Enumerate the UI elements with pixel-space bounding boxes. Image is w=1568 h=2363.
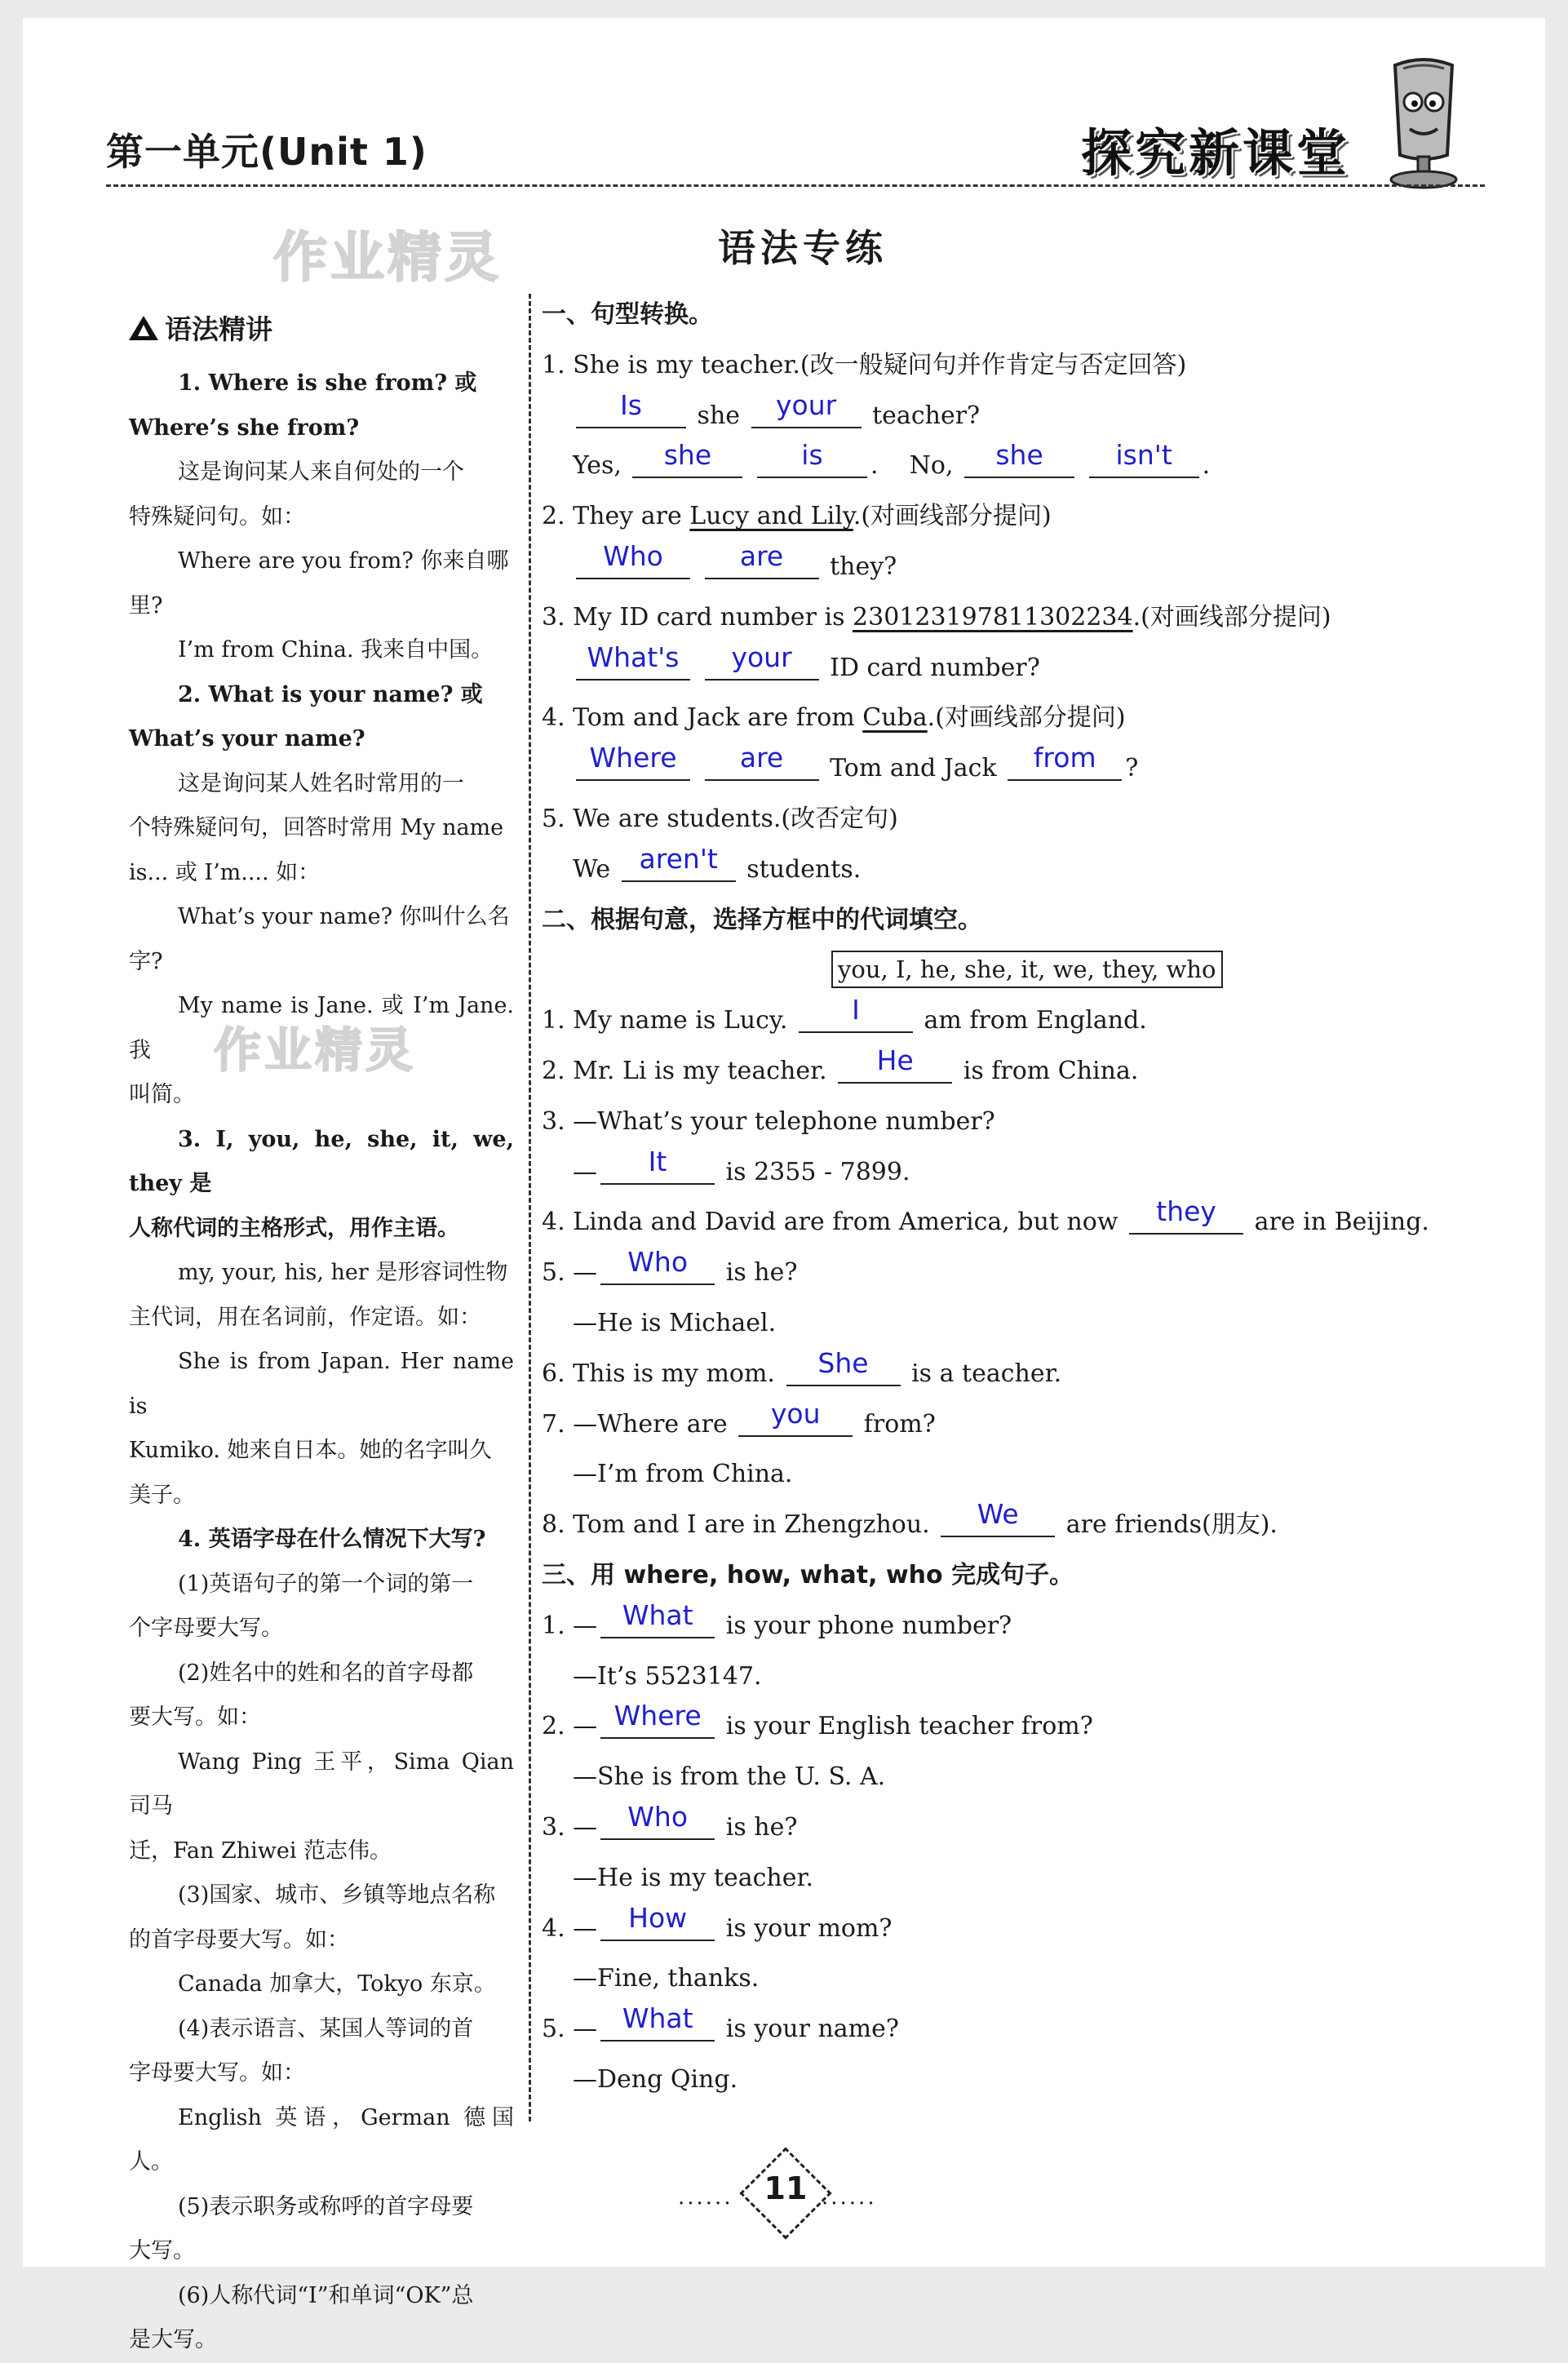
question — [542, 1346, 1464, 1399]
grammar-line: 1. Where is she from? 或 — [178, 370, 477, 396]
blank — [838, 1044, 952, 1084]
answer: she — [995, 439, 1043, 472]
question — [542, 1901, 1464, 1954]
text: ID card number? — [830, 653, 1040, 682]
blank — [757, 439, 867, 478]
text: am from England. — [924, 1006, 1147, 1035]
grammar-line: 的首字母要大写。如： — [129, 1926, 349, 1953]
header-divider — [106, 184, 1485, 187]
answer: Who — [603, 539, 663, 572]
dots-right: ...... — [822, 2185, 877, 2210]
text: are friends(朋友). — [1065, 1510, 1278, 1540]
answer: Who — [627, 1246, 689, 1279]
grammar-line: (1)英语句子的第一个词的第一 — [178, 1571, 474, 1597]
answer: your — [775, 388, 837, 421]
blank — [600, 1246, 715, 1285]
blank — [786, 1346, 901, 1386]
question — [542, 1399, 1464, 1450]
answer-line: Yes, she is . No, she isn't . — [573, 439, 1211, 481]
answer: from — [1033, 742, 1096, 774]
text: is your phone number? — [725, 1611, 1012, 1640]
blank — [576, 742, 690, 781]
grammar-line: What’s your name? — [129, 726, 365, 751]
answer: they — [1156, 1195, 1216, 1228]
page-number-badge — [678, 2146, 890, 2236]
text: 7. —Where are — [542, 1409, 728, 1439]
grammar-heading-text: 语法精讲 — [165, 313, 272, 345]
answer: It — [648, 1145, 667, 1177]
text: students. — [746, 854, 862, 884]
question — [542, 1197, 1464, 1248]
text: 2. — — [542, 1712, 598, 1741]
question — [542, 693, 1464, 743]
mascot-icon — [1379, 57, 1468, 192]
dots-left: ...... — [678, 2185, 733, 2210]
reply: —I’m from China. — [573, 1460, 793, 1489]
blank — [622, 842, 736, 882]
underlined-text: Lucy and Lily — [689, 502, 853, 531]
grammar-notes — [129, 308, 514, 2363]
text: .(对画线部分提问) — [927, 703, 1126, 733]
blank — [576, 388, 686, 428]
answer: is — [801, 439, 823, 472]
blank — [799, 994, 913, 1033]
reply: —He is Michael. — [573, 1308, 777, 1337]
grammar-line: 3. I, you, he, she, it, we, they 是 — [129, 1126, 514, 1196]
answer: isn't — [1115, 439, 1172, 472]
reply: —She is from the U. S. A. — [573, 1762, 886, 1792]
grammar-line: my, your, his, her 是形容词性物 — [178, 1260, 508, 1285]
grammar-line: (5)表示职务或称呼的首字母要 — [178, 2193, 474, 2219]
grammar-line: 2. What is your name? 或 — [178, 681, 483, 707]
column-divider — [529, 294, 531, 2121]
blank — [964, 439, 1074, 478]
question — [542, 2004, 1464, 2055]
text: are in Beijing. — [1254, 1208, 1429, 1237]
question — [542, 1248, 1464, 1298]
grammar-line: 这是询问某人姓名时常用的一 — [178, 770, 464, 796]
answer: aren't — [639, 842, 718, 875]
answer: What's — [587, 641, 680, 673]
grammar-line: 字母要大写。如： — [129, 2060, 305, 2086]
answer: you — [770, 1397, 821, 1430]
watermark: 作业精灵 — [273, 226, 502, 289]
text: is a teacher. — [911, 1359, 1062, 1388]
part2-heading: 二、根据句意，选择方框中的代词填空。 — [542, 905, 982, 934]
grammar-line: 4. 英语字母在什么情况下大写? — [178, 1527, 486, 1552]
grammar-line: (2)姓名中的姓和名的首字母都 — [178, 1660, 474, 1686]
grammar-line: (6)人称代词“I”和单词“OK”总 — [178, 2282, 474, 2308]
brand-title: 探究新课堂 — [1081, 123, 1351, 183]
text: 6. This is my mom. — [542, 1359, 775, 1388]
blank — [705, 641, 819, 681]
blank — [600, 1800, 715, 1840]
grammar-heading — [129, 308, 514, 347]
question — [542, 1802, 1464, 1853]
answer: How — [628, 1901, 688, 1934]
grammar-line: 人称代词的主格形式，用作主语。 — [129, 1215, 459, 1241]
text: ? — [1125, 754, 1139, 783]
blank — [941, 1498, 1055, 1537]
blank — [600, 1145, 715, 1185]
text: 8. Tom and I are in Zhengzhou. — [542, 1510, 930, 1540]
text: is he? — [725, 1258, 798, 1288]
pronoun-box: you, I, he, she, it, we, they, who — [831, 951, 1223, 988]
triangle-icon — [129, 316, 158, 340]
answer-line — [542, 743, 1464, 794]
answer: What — [622, 2002, 693, 2035]
answer-line — [542, 842, 1464, 895]
text: Yes, — [573, 451, 622, 481]
grammar-line: What’s your name? 你叫什么名 — [178, 904, 510, 929]
answer: I — [852, 994, 860, 1026]
text: they? — [830, 552, 897, 581]
text: 1. — — [542, 1611, 598, 1640]
text: teacher? — [872, 401, 981, 430]
grammar-line: Where’s she from? — [129, 415, 360, 441]
answer: Where — [613, 1700, 702, 1732]
blank — [705, 539, 819, 579]
answer: Who — [627, 1800, 689, 1833]
blank — [705, 742, 819, 781]
part1-heading: 一、句型转换。 — [542, 300, 713, 329]
answer: she — [663, 439, 712, 472]
grammar-line: 主代词，用在名词前，作定语。如： — [129, 1304, 481, 1330]
text: 2. They are — [542, 502, 690, 531]
answer: What — [622, 1598, 693, 1631]
text: from? — [863, 1409, 936, 1439]
blank — [632, 439, 742, 478]
text: she — [697, 401, 741, 430]
answer: He — [876, 1044, 914, 1076]
text: is from China. — [963, 1056, 1139, 1085]
question — [542, 1500, 1464, 1550]
grammar-line: I’m from China. 我来自中国。 — [178, 637, 494, 663]
grammar-line: English 英语，German 德国人。 — [129, 2104, 514, 2175]
part3-heading: 三、用 where, how, what, who 完成句子。 — [542, 1560, 1074, 1589]
underlined-text: 230123197811302234 — [853, 602, 1133, 632]
text: .(对画线部分提问) — [1132, 602, 1331, 632]
blank — [576, 641, 690, 681]
answer: your — [731, 641, 792, 673]
reply: —Fine, thanks. — [573, 1964, 760, 1993]
grammar-line: Kumiko. 她来自日本。她的名字叫久 — [129, 1438, 492, 1463]
answer: are — [739, 742, 784, 774]
grammar-line: (3)国家、城市、乡镇等地点名称 — [178, 1882, 496, 1908]
text: 5. — — [542, 1258, 598, 1288]
question — [542, 592, 1464, 643]
text: — — [573, 1157, 597, 1186]
answer-line — [542, 388, 1464, 441]
grammar-line: 个特殊疑问句，回答时常用 My name — [129, 815, 504, 840]
grammar-line: Canada 加拿大，Tokyo 东京。 — [178, 1971, 496, 1997]
text: We — [573, 854, 611, 884]
blank — [738, 1397, 853, 1437]
answer: are — [739, 539, 784, 572]
question — [542, 1046, 1464, 1097]
text: 5. — — [542, 2015, 598, 2044]
grammar-line: (4)表示语言、某国人等词的首 — [178, 2015, 474, 2042]
grammar-line: 美子。 — [129, 1482, 195, 1508]
text: is your English teacher from? — [725, 1712, 1093, 1741]
text: 4. Tom and Jack are from — [542, 703, 863, 733]
text: No, — [909, 451, 954, 481]
blank — [600, 2002, 715, 2042]
answer-line — [542, 1147, 1464, 1198]
question: 1. She is my teacher.(改一般疑问句并作肯定与否定回答) — [542, 350, 1187, 379]
page-number-area — [0, 2146, 1568, 2239]
answer: We — [977, 1498, 1019, 1531]
blank — [600, 1700, 715, 1739]
text: Tom and Jack — [830, 754, 997, 783]
grammar-line: 里? — [129, 592, 163, 618]
grammar-line: 字? — [129, 948, 163, 974]
text: .(对画线部分提问) — [853, 502, 1052, 531]
reply: —Deng Qing. — [573, 2064, 738, 2094]
text: 1. My name is Lucy. — [542, 1006, 788, 1035]
question: 3. —What’s your telephone number? — [542, 1106, 995, 1136]
answer: Where — [589, 742, 677, 774]
question — [542, 1701, 1464, 1752]
pronoun-box-line — [542, 945, 1464, 995]
unit-title: 第一单元(Unit 1) — [106, 130, 427, 174]
blank — [600, 1901, 715, 1941]
text: 4. Linda and David are from America, but now — [542, 1208, 1118, 1237]
grammar-line: My name is Jane. 或 I’m Jane. 我 — [129, 993, 514, 1063]
blank — [1129, 1195, 1243, 1235]
answer-line — [542, 539, 1464, 592]
text: is your name? — [725, 2015, 899, 2044]
text: 2. Mr. Li is my teacher. — [542, 1056, 827, 1085]
underlined-text: Cuba — [862, 703, 928, 733]
text: 4. — — [542, 1913, 598, 1943]
grammar-line: Where are you from? 你来自哪 — [178, 548, 509, 574]
text: 3. My ID card number is — [542, 602, 853, 632]
question: 5. We are students.(改否定句) — [542, 804, 898, 833]
reply: —It’s 5523147. — [573, 1661, 762, 1691]
answer: She — [817, 1346, 869, 1379]
grammar-line: 大写。 — [129, 2238, 195, 2263]
grammar-line: 个字母要大写。 — [129, 1616, 283, 1641]
grammar-line: 特殊疑问句。如： — [129, 503, 305, 530]
blank — [600, 1598, 715, 1638]
grammar-line: 迁，Fan Zhiwei 范志伟。 — [129, 1838, 392, 1864]
text: is he? — [725, 1812, 798, 1842]
exercises — [542, 290, 1464, 2105]
question — [542, 1598, 1464, 1651]
text: is 2355 - 7899. — [725, 1157, 910, 1186]
blank — [1008, 742, 1122, 781]
page-number: 11 — [764, 2170, 808, 2206]
answer: Is — [620, 388, 642, 421]
grammar-line: 是大写。 — [129, 2327, 217, 2352]
grammar-line: Wang Ping 王平，Sima Qian 司马 — [129, 1749, 514, 1819]
question — [542, 491, 1464, 542]
grammar-line: is... 或 I’m.... 如： — [129, 859, 321, 885]
answer-line — [542, 643, 1464, 694]
grammar-line: 这是询问某人来自何处的一个 — [178, 459, 464, 485]
blank — [576, 539, 690, 579]
question — [542, 995, 1464, 1046]
grammar-line: 要大写。如： — [129, 1705, 261, 1730]
blank — [1089, 439, 1199, 478]
blank — [751, 388, 862, 428]
watermark: 作业精灵 — [214, 1022, 417, 1078]
grammar-line: 叫简。 — [129, 1082, 195, 1107]
text: 3. — — [542, 1812, 598, 1842]
section-title: 语法专练 — [718, 226, 888, 270]
text: is your mom? — [725, 1913, 893, 1943]
grammar-line: She is from Japan. Her name is — [129, 1349, 514, 1419]
reply: —He is my teacher. — [573, 1863, 814, 1892]
